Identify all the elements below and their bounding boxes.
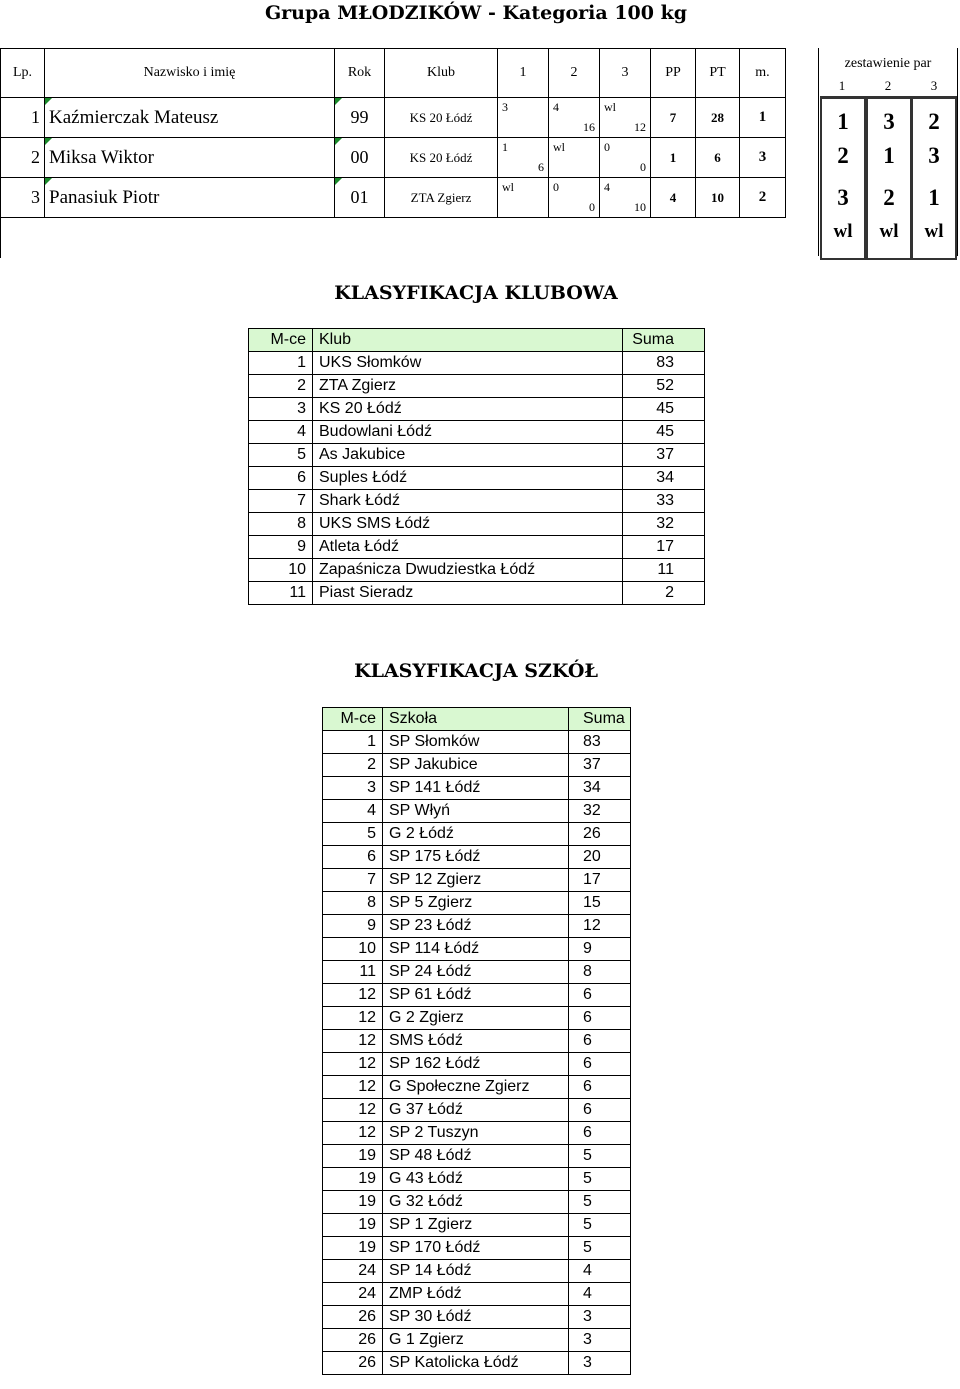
sum-cell: 32 bbox=[569, 800, 631, 823]
table-row bbox=[323, 1260, 631, 1283]
place-cell: 26 bbox=[323, 1352, 383, 1375]
results-table bbox=[0, 48, 786, 258]
row-klub: ZTA Zgierz bbox=[385, 178, 498, 218]
name-cell: SP Jakubice bbox=[383, 754, 569, 777]
sum-cell: 32 bbox=[623, 513, 705, 536]
table-row bbox=[249, 398, 705, 421]
table-row bbox=[323, 846, 631, 869]
sum-cell: 52 bbox=[623, 375, 705, 398]
sum-cell: 6 bbox=[569, 1053, 631, 1076]
header-rok: Rok bbox=[335, 49, 385, 98]
name-cell: G 43 Łódź bbox=[383, 1168, 569, 1191]
table-row bbox=[323, 1053, 631, 1076]
sum-cell: 37 bbox=[569, 754, 631, 777]
sum-cell: 3 bbox=[569, 1352, 631, 1375]
sum-cell: 6 bbox=[569, 1122, 631, 1145]
pair-wl: wl bbox=[924, 221, 944, 242]
name-cell: SP Słomków bbox=[383, 731, 569, 754]
table-row bbox=[323, 984, 631, 1007]
place-cell: 19 bbox=[323, 1145, 383, 1168]
place-cell: 24 bbox=[323, 1283, 383, 1306]
name-cell: SP Katolicka Łódź bbox=[383, 1352, 569, 1375]
results-row bbox=[1, 138, 786, 178]
place-cell: 6 bbox=[249, 467, 313, 490]
place-cell: 12 bbox=[323, 1007, 383, 1030]
header-pt: PT bbox=[696, 49, 740, 98]
pairs-column bbox=[866, 96, 912, 260]
table-row bbox=[249, 375, 705, 398]
results-header-row bbox=[1, 49, 786, 98]
row-place: 3 bbox=[740, 138, 786, 178]
row-pt: 28 bbox=[696, 98, 740, 138]
name-cell: Atleta Łódź bbox=[313, 536, 623, 559]
name-cell: SP 141 Łódź bbox=[383, 777, 569, 800]
row-name: Kaźmierczak Mateusz bbox=[45, 98, 335, 138]
place-cell: 24 bbox=[323, 1260, 383, 1283]
row-lp: 2 bbox=[1, 138, 45, 178]
name-cell: SP 170 Łódź bbox=[383, 1237, 569, 1260]
row-pp: 7 bbox=[651, 98, 696, 138]
sum-cell: 6 bbox=[569, 984, 631, 1007]
sum-cell: 83 bbox=[623, 352, 705, 375]
name-cell: SP Włyń bbox=[383, 800, 569, 823]
place-cell: 19 bbox=[323, 1237, 383, 1260]
pair-value: 1 bbox=[928, 185, 940, 210]
name-cell: Suples Łódź bbox=[313, 467, 623, 490]
name-cell: Zapaśnicza Dwudziestka Łódź bbox=[313, 559, 623, 582]
header-name: Nazwisko i imię bbox=[45, 49, 335, 98]
pair-value: 2 bbox=[883, 185, 895, 210]
pairs-header: 3 bbox=[930, 78, 938, 93]
table-row bbox=[249, 513, 705, 536]
results-row bbox=[1, 178, 786, 218]
table-row bbox=[323, 1007, 631, 1030]
sum-cell: 45 bbox=[623, 398, 705, 421]
table-row bbox=[323, 731, 631, 754]
pair-value: 3 bbox=[883, 109, 895, 134]
name-cell: SP 61 Łódź bbox=[383, 984, 569, 1007]
name-cell: SP 5 Zgierz bbox=[383, 892, 569, 915]
sum-cell: 5 bbox=[569, 1145, 631, 1168]
sum-cell: 45 bbox=[623, 421, 705, 444]
ranking-header-row bbox=[249, 329, 705, 352]
name-cell: ZMP Łódź bbox=[383, 1283, 569, 1306]
place-cell: 12 bbox=[323, 1076, 383, 1099]
place-cell: 8 bbox=[249, 513, 313, 536]
row-place: 2 bbox=[740, 178, 786, 218]
name-cell: SP 30 Łódź bbox=[383, 1306, 569, 1329]
score-cell: wl bbox=[549, 138, 600, 178]
table-row bbox=[323, 1099, 631, 1122]
table-row bbox=[323, 869, 631, 892]
header-lp: Lp. bbox=[1, 49, 45, 98]
row-pp: 1 bbox=[651, 138, 696, 178]
place-cell: 1 bbox=[323, 731, 383, 754]
place-cell: 3 bbox=[249, 398, 313, 421]
name-cell: SP 162 Łódź bbox=[383, 1053, 569, 1076]
sum-cell: 4 bbox=[569, 1283, 631, 1306]
table-row bbox=[323, 1352, 631, 1375]
sum-cell: 6 bbox=[569, 1076, 631, 1099]
header-round-1: 1 bbox=[498, 49, 549, 98]
table-row bbox=[323, 754, 631, 777]
place-cell: 26 bbox=[323, 1306, 383, 1329]
ranking-header-row bbox=[323, 708, 631, 731]
place-cell: 11 bbox=[249, 582, 313, 605]
table-row bbox=[323, 1030, 631, 1053]
name-cell: SP 14 Łódź bbox=[383, 1260, 569, 1283]
sum-cell: 5 bbox=[569, 1237, 631, 1260]
place-cell: 6 bbox=[323, 846, 383, 869]
name-cell: SP 1 Zgierz bbox=[383, 1214, 569, 1237]
sum-cell: 17 bbox=[569, 869, 631, 892]
table-row bbox=[249, 352, 705, 375]
place-cell: 12 bbox=[323, 1122, 383, 1145]
school-ranking-title: KLASYFIKACJA SZKÓŁ bbox=[354, 660, 598, 682]
school-ranking-table bbox=[322, 707, 631, 1375]
sum-cell: 5 bbox=[569, 1191, 631, 1214]
score-cell: 0 0 bbox=[600, 138, 651, 178]
place-cell: 7 bbox=[323, 869, 383, 892]
sum-cell: 4 bbox=[569, 1260, 631, 1283]
name-cell: ZTA Zgierz bbox=[313, 375, 623, 398]
sum-cell: 9 bbox=[569, 938, 631, 961]
place-cell: 9 bbox=[249, 536, 313, 559]
name-cell: Piast Sieradz bbox=[313, 582, 623, 605]
header-round-3: 3 bbox=[600, 49, 651, 98]
row-lp: 3 bbox=[1, 178, 45, 218]
sum-cell: 83 bbox=[569, 731, 631, 754]
place-cell: 9 bbox=[323, 915, 383, 938]
sum-cell: 33 bbox=[623, 490, 705, 513]
row-pp: 4 bbox=[651, 178, 696, 218]
header-sum: Suma bbox=[569, 708, 631, 731]
name-cell: G 1 Zgierz bbox=[383, 1329, 569, 1352]
place-cell: 7 bbox=[249, 490, 313, 513]
name-cell: SP 12 Zgierz bbox=[383, 869, 569, 892]
place-cell: 12 bbox=[323, 984, 383, 1007]
page-title: Grupa MŁODZIKÓW - Kategoria 100 kg bbox=[264, 2, 688, 24]
pairs-title: zestawienie par bbox=[844, 56, 932, 71]
table-row bbox=[249, 467, 705, 490]
score-cell: 0 0 bbox=[549, 178, 600, 218]
place-cell: 5 bbox=[323, 823, 383, 846]
row-pt: 10 bbox=[696, 178, 740, 218]
header-place: M-ce bbox=[323, 708, 383, 731]
name-cell: G 32 Łódź bbox=[383, 1191, 569, 1214]
table-row bbox=[249, 444, 705, 467]
name-cell: SP 48 Łódź bbox=[383, 1145, 569, 1168]
pair-value: 2 bbox=[928, 109, 940, 134]
results-blank-row bbox=[1, 218, 786, 259]
name-cell: Budowlani Łódź bbox=[313, 421, 623, 444]
row-klub: KS 20 Łódź bbox=[385, 138, 498, 178]
place-cell: 12 bbox=[323, 1099, 383, 1122]
table-row bbox=[323, 1076, 631, 1099]
sum-cell: 15 bbox=[569, 892, 631, 915]
header-place: m. bbox=[740, 49, 786, 98]
place-cell: 12 bbox=[323, 1053, 383, 1076]
name-cell: UKS Słomków bbox=[313, 352, 623, 375]
table-row bbox=[323, 823, 631, 846]
name-cell: UKS SMS Łódź bbox=[313, 513, 623, 536]
place-cell: 10 bbox=[323, 938, 383, 961]
pair-value: 2 bbox=[837, 143, 849, 168]
sum-cell: 26 bbox=[569, 823, 631, 846]
header-name: Szkoła bbox=[383, 708, 569, 731]
table-row bbox=[249, 536, 705, 559]
row-pt: 6 bbox=[696, 138, 740, 178]
pairs-column bbox=[820, 96, 866, 260]
name-cell: G Społeczne Zgierz bbox=[383, 1076, 569, 1099]
table-row bbox=[249, 582, 705, 605]
score-cell: 4 16 bbox=[549, 98, 600, 138]
place-cell: 19 bbox=[323, 1214, 383, 1237]
place-cell: 5 bbox=[249, 444, 313, 467]
sum-cell: 6 bbox=[569, 1099, 631, 1122]
row-name: Panasiuk Piotr bbox=[45, 178, 335, 218]
header-sum: Suma bbox=[623, 329, 705, 352]
name-cell: KS 20 Łódź bbox=[313, 398, 623, 421]
score-cell: wl bbox=[498, 178, 549, 218]
row-place: 1 bbox=[740, 98, 786, 138]
table-row bbox=[323, 1214, 631, 1237]
table-row bbox=[323, 1237, 631, 1260]
row-rok: 01 bbox=[335, 178, 385, 218]
pairs-header: 1 bbox=[838, 78, 846, 93]
pairs-header: 2 bbox=[884, 78, 892, 93]
place-cell: 4 bbox=[249, 421, 313, 444]
header-pp: PP bbox=[651, 49, 696, 98]
name-cell: SP 175 Łódź bbox=[383, 846, 569, 869]
pair-value: 1 bbox=[883, 143, 895, 168]
sum-cell: 37 bbox=[623, 444, 705, 467]
table-row bbox=[323, 961, 631, 984]
place-cell: 2 bbox=[323, 754, 383, 777]
score-cell: 4 10 bbox=[600, 178, 651, 218]
name-cell: G 37 Łódź bbox=[383, 1099, 569, 1122]
sum-cell: 6 bbox=[569, 1030, 631, 1053]
sum-cell: 3 bbox=[569, 1329, 631, 1352]
sum-cell: 2 bbox=[623, 582, 705, 605]
header-place: M-ce bbox=[249, 329, 313, 352]
pair-value: 3 bbox=[928, 143, 940, 168]
header-round-2: 2 bbox=[549, 49, 600, 98]
table-row bbox=[249, 421, 705, 444]
table-row bbox=[323, 1306, 631, 1329]
place-cell: 8 bbox=[323, 892, 383, 915]
name-cell: SP 114 Łódź bbox=[383, 938, 569, 961]
table-row bbox=[249, 559, 705, 582]
table-row bbox=[323, 1145, 631, 1168]
pair-value: 3 bbox=[837, 185, 849, 210]
pairs-box bbox=[818, 48, 958, 256]
sum-cell: 34 bbox=[569, 777, 631, 800]
table-row bbox=[323, 1122, 631, 1145]
place-cell: 12 bbox=[323, 1030, 383, 1053]
score-cell: wl 12 bbox=[600, 98, 651, 138]
name-cell: SMS Łódź bbox=[383, 1030, 569, 1053]
sum-cell: 3 bbox=[569, 1306, 631, 1329]
table-row bbox=[323, 800, 631, 823]
sum-cell: 34 bbox=[623, 467, 705, 490]
table-row bbox=[323, 892, 631, 915]
row-name: Miksa Wiktor bbox=[45, 138, 335, 178]
row-klub: KS 20 Łódź bbox=[385, 98, 498, 138]
header-name: Klub bbox=[313, 329, 623, 352]
pairs-column bbox=[911, 96, 957, 260]
table-row bbox=[323, 1329, 631, 1352]
club-ranking-title: KLASYFIKACJA KLUBOWA bbox=[334, 282, 618, 304]
sum-cell: 8 bbox=[569, 961, 631, 984]
score-cell: 1 6 bbox=[498, 138, 549, 178]
place-cell: 19 bbox=[323, 1191, 383, 1214]
place-cell: 26 bbox=[323, 1329, 383, 1352]
place-cell: 11 bbox=[323, 961, 383, 984]
name-cell: As Jakubice bbox=[313, 444, 623, 467]
place-cell: 4 bbox=[323, 800, 383, 823]
name-cell: Shark Łódź bbox=[313, 490, 623, 513]
pair-value: 1 bbox=[837, 109, 849, 134]
place-cell: 19 bbox=[323, 1168, 383, 1191]
table-row bbox=[323, 1168, 631, 1191]
results-row bbox=[1, 98, 786, 138]
sum-cell: 12 bbox=[569, 915, 631, 938]
sum-cell: 17 bbox=[623, 536, 705, 559]
table-row bbox=[323, 915, 631, 938]
sum-cell: 20 bbox=[569, 846, 631, 869]
name-cell: G 2 Łódź bbox=[383, 823, 569, 846]
sum-cell: 5 bbox=[569, 1214, 631, 1237]
club-ranking-table bbox=[248, 328, 705, 605]
name-cell: G 2 Zgierz bbox=[383, 1007, 569, 1030]
place-cell: 10 bbox=[249, 559, 313, 582]
row-lp: 1 bbox=[1, 98, 45, 138]
name-cell: SP 2 Tuszyn bbox=[383, 1122, 569, 1145]
header-klub: Klub bbox=[385, 49, 498, 98]
place-cell: 3 bbox=[323, 777, 383, 800]
sum-cell: 5 bbox=[569, 1168, 631, 1191]
row-rok: 00 bbox=[335, 138, 385, 178]
place-cell: 1 bbox=[249, 352, 313, 375]
score-cell: 3 bbox=[498, 98, 549, 138]
sum-cell: 11 bbox=[623, 559, 705, 582]
pair-wl: wl bbox=[879, 221, 899, 242]
row-rok: 99 bbox=[335, 98, 385, 138]
table-row bbox=[323, 1191, 631, 1214]
place-cell: 2 bbox=[249, 375, 313, 398]
table-row bbox=[323, 938, 631, 961]
table-row bbox=[323, 1283, 631, 1306]
sum-cell: 6 bbox=[569, 1007, 631, 1030]
pair-wl: wl bbox=[833, 221, 853, 242]
table-row bbox=[323, 777, 631, 800]
name-cell: SP 24 Łódź bbox=[383, 961, 569, 984]
name-cell: SP 23 Łódź bbox=[383, 915, 569, 938]
table-row bbox=[249, 490, 705, 513]
